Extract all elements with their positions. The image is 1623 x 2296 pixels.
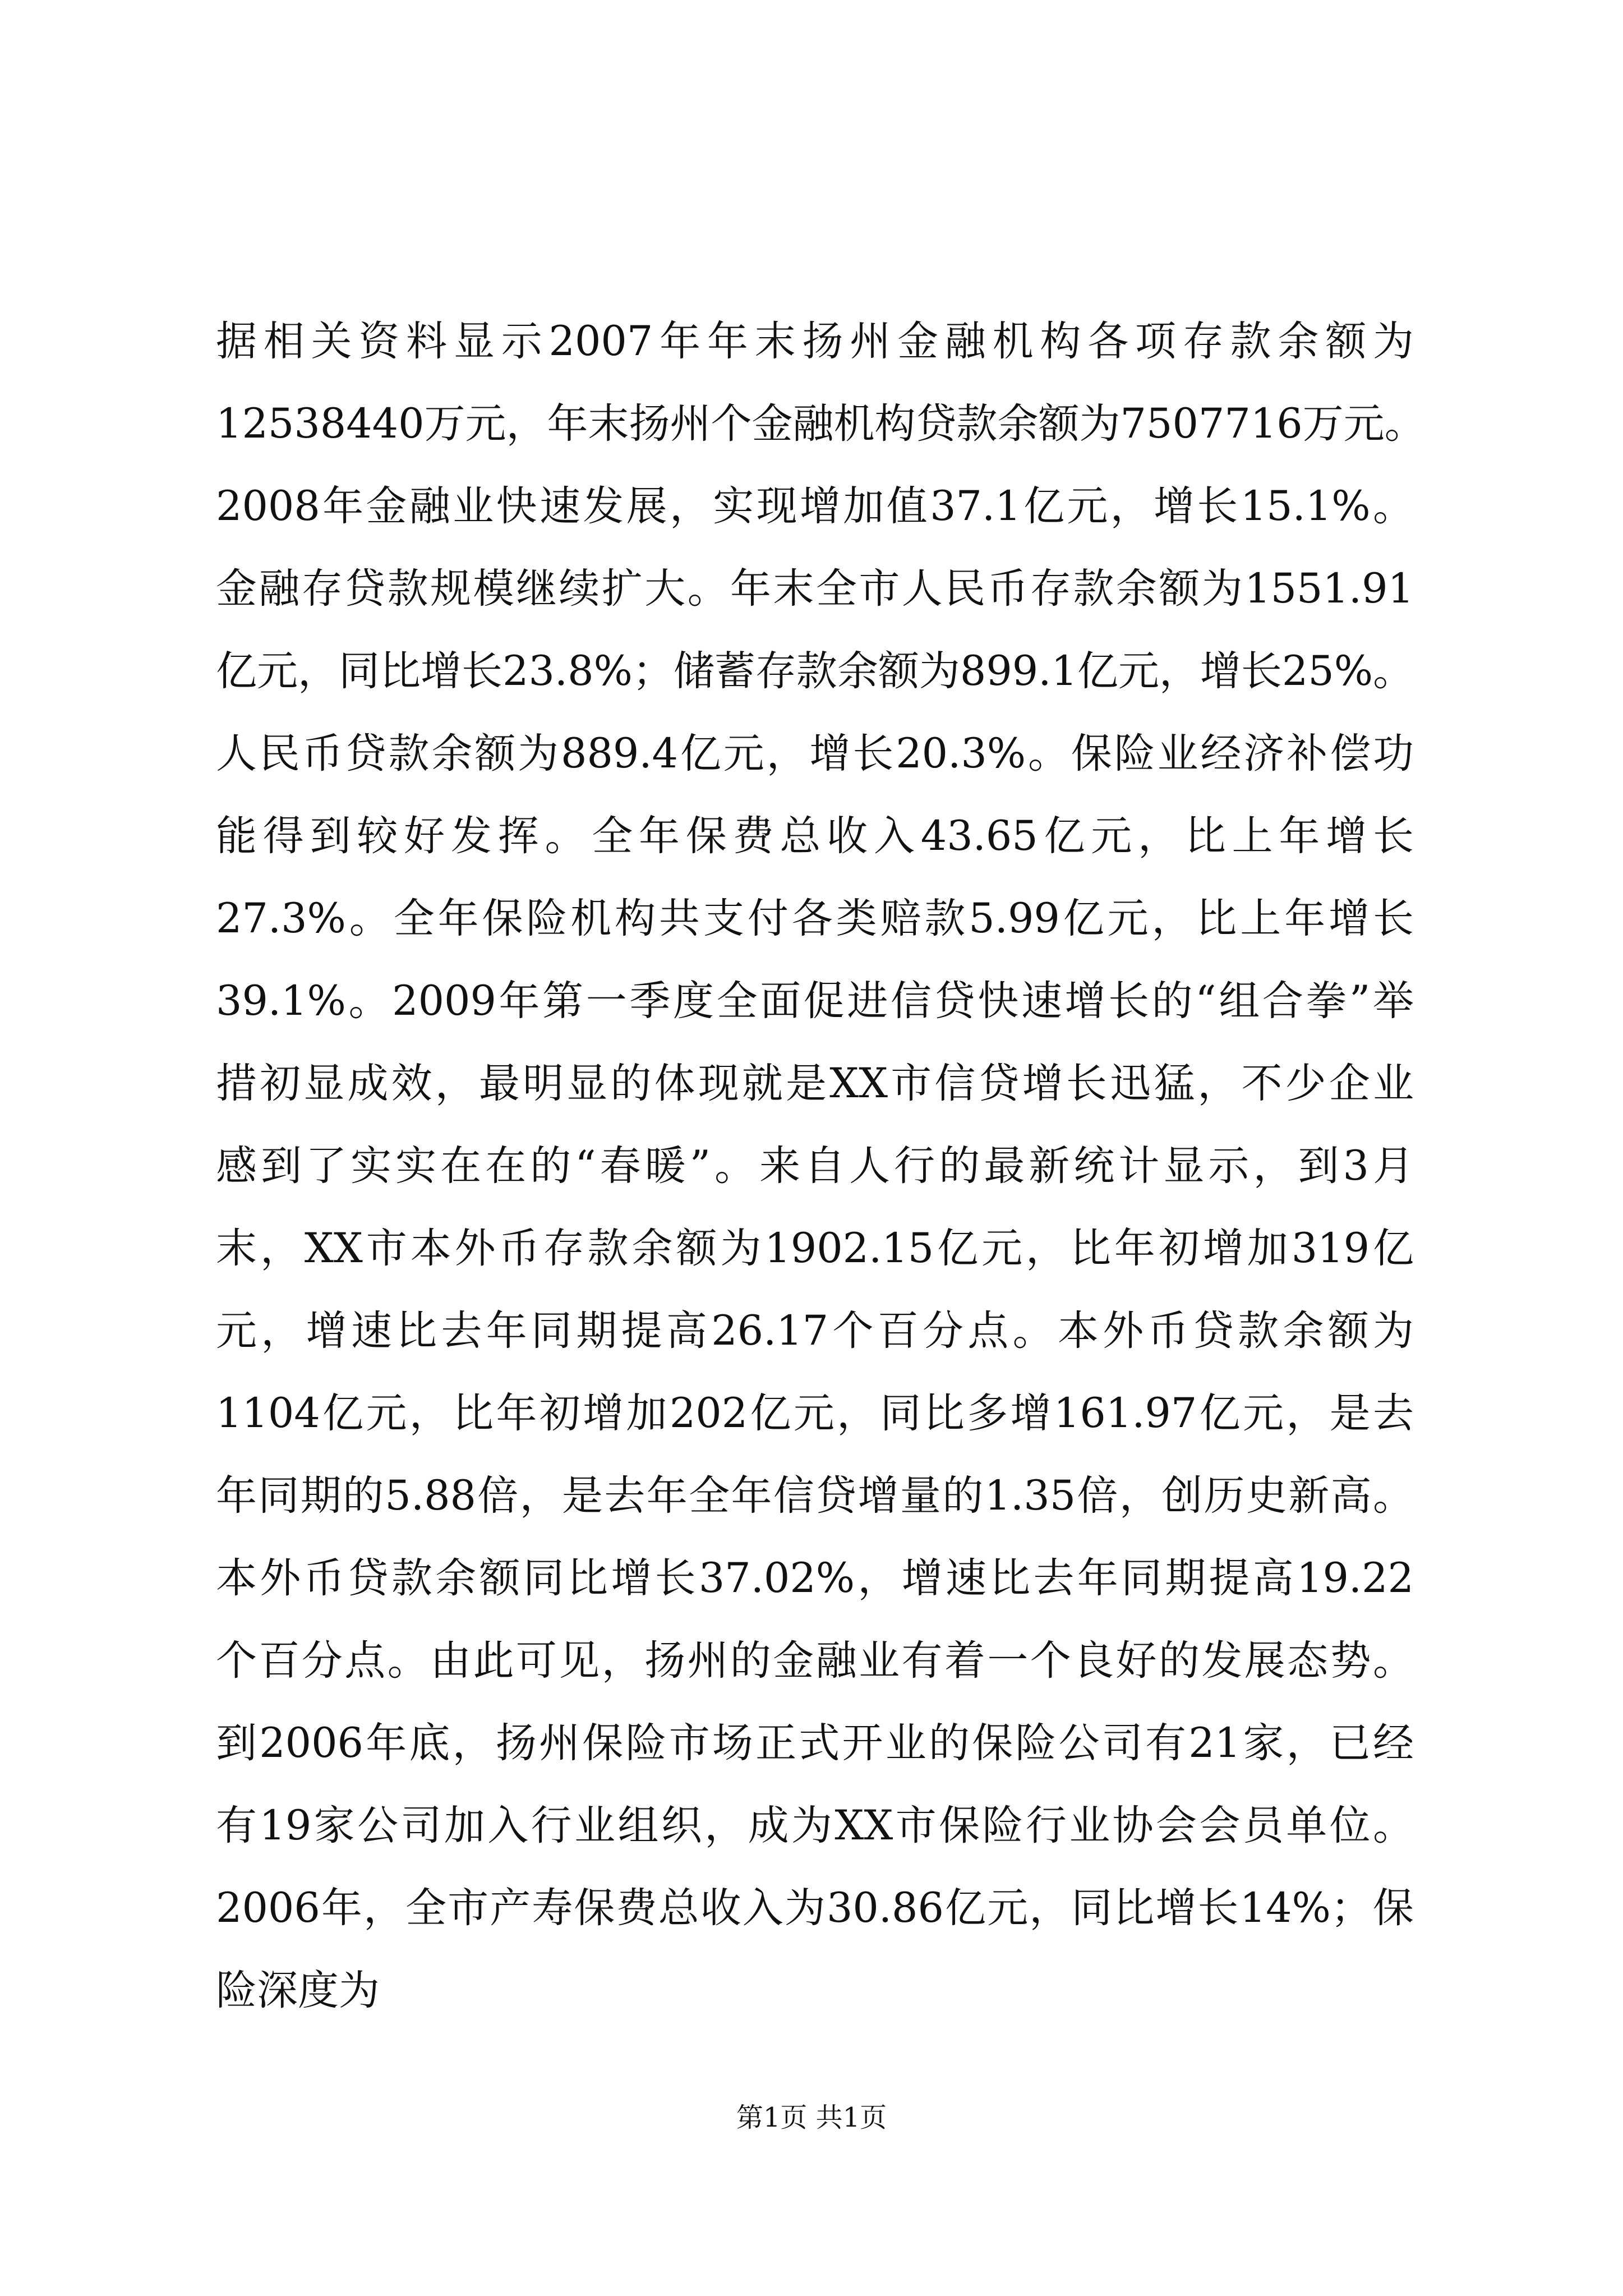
text-line: 本外币贷款余额同比增长37.02%，增速比去年同期提高19.22 bbox=[216, 1554, 1414, 1602]
text-line: 据相关资料显示2007年年末扬州金融机构各项存款余额为 bbox=[216, 318, 1414, 365]
text-line: 个百分点。由此可见，扬州的金融业有着一个良好的发展态势。 bbox=[216, 1637, 1414, 1685]
text-line-last: 险深度为 bbox=[216, 1967, 380, 2014]
text-line: 元，增速比去年同期提高26.17个百分点。本外币贷款余额为 bbox=[216, 1307, 1414, 1355]
text-line: 感到了实实在在的“春暖”。来自人行的最新统计显示，到3月 bbox=[216, 1142, 1414, 1190]
text-line: 1104亿元，比年初增加202亿元，同比多增161.97亿元，是去 bbox=[216, 1389, 1414, 1437]
text-line: 年同期的5.88倍，是去年全年信贷增量的1.35倍，创历史新高。 bbox=[216, 1472, 1414, 1520]
text-line: 2008年金融业快速发展，实现增加值37.1亿元，增长15.1%。 bbox=[216, 482, 1414, 530]
text-line: 措初显成效，最明显的体现就是XX市信贷增长迅猛，不少企业 bbox=[216, 1060, 1414, 1107]
text-line: 金融存贷款规模继续扩大。年末全市人民币存款余额为1551.91 bbox=[216, 565, 1414, 613]
body-paragraph bbox=[216, 300, 1426, 2032]
text-line: 亿元，同比增长23.8%；储蓄存款余额为899.1亿元，增长25%。 bbox=[216, 647, 1414, 695]
text-line: 12538440万元，年末扬州个金融机构贷款余额为7507716万元。 bbox=[216, 400, 1426, 448]
text-line: 人民币贷款余额为889.4亿元，增长20.3%。保险业经济补偿功 bbox=[216, 730, 1414, 777]
text-line: 2006年，全市产寿保费总收入为30.86亿元，同比增长14%；保 bbox=[216, 1884, 1414, 1932]
page-number-footer: 第1页 共1页 bbox=[736, 2102, 887, 2133]
text-line: 有19家公司加入行业组织，成为XX市保险行业协会会员单位。 bbox=[216, 1802, 1414, 1849]
text-line: 27.3%。全年保险机构共支付各类赔款5.99亿元，比上年增长 bbox=[216, 895, 1414, 942]
text-line: 39.1%。2009年第一季度全面促进信贷快速增长的“组合拳”举 bbox=[216, 977, 1414, 1025]
text-line: 末，XX市本外币存款余额为1902.15亿元，比年初增加319亿 bbox=[216, 1225, 1414, 1272]
text-line: 到2006年底，扬州保险市场正式开业的保险公司有21家，已经 bbox=[216, 1719, 1414, 1767]
text-line: 能得到较好发挥。全年保费总收入43.65亿元，比上年增长 bbox=[216, 812, 1414, 860]
